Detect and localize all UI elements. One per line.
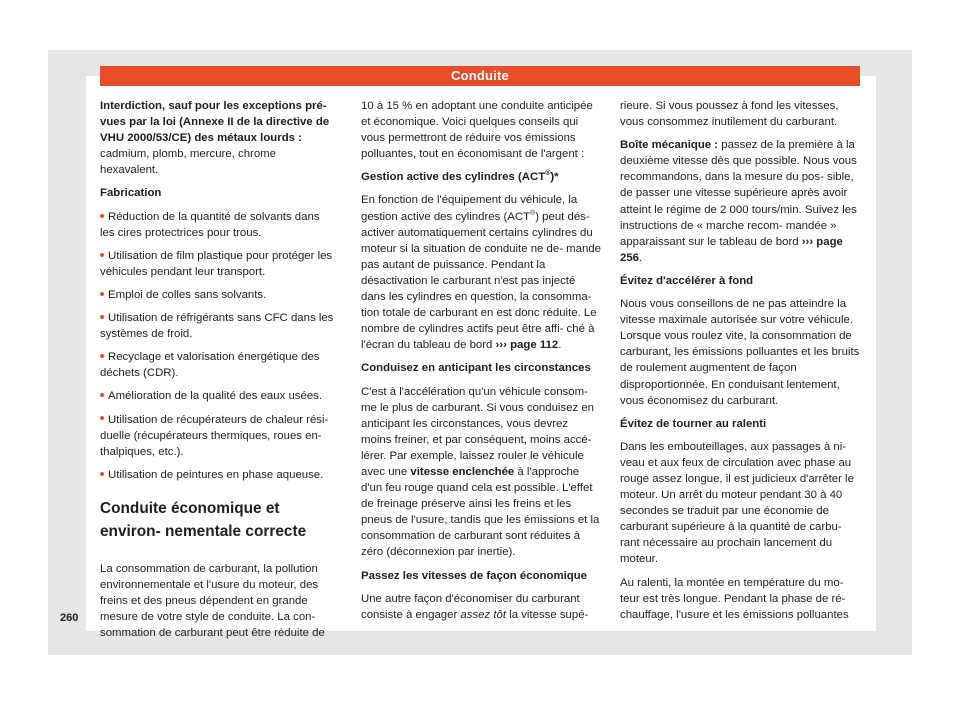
registered-mark: ® (530, 209, 536, 217)
column-3 (620, 98, 862, 623)
paragraph-full-throttle: Nous vous conseillons de ne pas atteindre la vitesse maximale autorisée sur votre véhicule. Lorsque vous roulez vite, la consommation de carburant, les émissions polluantes et les bruits de roulement augmentent de façon disproportionnée. En conduisant lentement, vous économisez du carburant. (620, 298, 860, 407)
page-reference-link[interactable]: ››› page 112 (495, 339, 559, 352)
list-item-text: Utilisation de réfrigérants sans CFC dans les systèmes de froid. (100, 312, 334, 341)
heading-idling: Évitez de tourner au ralenti (620, 417, 767, 430)
paragraph-manual-gearbox (620, 137, 862, 266)
list-item-text: Réduction de la quantité de solvants dans les cires protectrices pour trous. (100, 210, 320, 239)
heavy-metals-text: cadmium, plomb, mercure, chrome hexavalent. (100, 148, 276, 177)
bullet-icon (100, 416, 104, 420)
registered-mark: ® (545, 170, 551, 178)
bullet-icon (100, 253, 104, 257)
list-item-text: Emploi de colles sans solvants. (108, 288, 267, 301)
bullet-icon (100, 214, 104, 218)
paragraph-warmup: Au ralenti, la montée en température du mo- teur est très longue. Pendant la phase de ré- chauffage, l'usure et les émissions polluantes (620, 576, 849, 621)
column-1 (100, 98, 336, 641)
manual-gearbox-label: Boîte mécanique : (620, 139, 719, 152)
page-reference-link[interactable]: ››› page 256 (620, 235, 843, 264)
heading-act-text: Gestion active des cylindres (ACT (361, 171, 546, 184)
paragraph-continued: 10 à 15 % en adoptant une conduite anticipée et économique. Voici quelques conseils qui vous permettront de réduire vos émissions polluantes, tout en économisant de l'argent : (361, 100, 593, 161)
act-text-b: ) peut dés- activer automatiquement certains cylindres du moteur si la situation de conduite ne de- mande pas autant de puissance. Pendant la désactivation le carburant n'est pas injecté dans les cylindres en question, la consomma- tion totale de carburant en est donc réduite. Le nombre de cylindres actifs peut être affi- ché à l'écran du tableau de bord (361, 210, 601, 352)
list-item-text: Amélioration de la qualité des eaux usées. (108, 390, 323, 403)
manual-gearbox-end: . (639, 251, 643, 264)
bullet-icon (100, 315, 104, 319)
paragraph-continued: rieure. Si vous poussez à fond les vitesses, vous consommez inutilement du carburant. (620, 100, 839, 129)
list-item-text: Utilisation de récupérateurs de chaleur rési- duelle (récupérateurs thermiques, roues en- thalpiques, etc.). (100, 413, 329, 458)
list-item-text: Recyclage et valorisation énergétique des déchets (CDR). (100, 351, 320, 380)
act-text-a: En fonction de l'équipement du véhicule, la gestion active des cylindres (ACT (361, 194, 578, 223)
heading-anticipation: Conduisez en anticipant les circonstances (361, 362, 591, 375)
heavy-metals-label: Interdiction, sauf pour les exceptions pré- vues par la loi (Annexe II de la directive de VHU 2000/53/CE) des métaux lourds : (100, 100, 330, 145)
anticip-text-a: C'est à l'accélération qu'un véhicule consom- me le plus de carburant. Si vous conduisez en anticipant les circonstances, vous devrez moins freiner, et par conséquent, moins accé- lérer. Par exemple, laissez rouler le véhicule avec une (361, 385, 595, 478)
paragraph-intro: La consommation de carburant, la pollution environnementale et l'usure du moteur, des freins et des pneus dépendent en grande mesure de votre style de conduite. La con- sommation de carburant peut être réduite de (100, 562, 325, 640)
anticip-text-b: à l'approche d'un feu rouge quand cela est possible. L'effet de freinage préserve ainsi les freins et les pneus de l'usure, tandis que les émissions et la consommation de carburant sont réduites à zéro (déconnexion par inertie). (361, 465, 600, 559)
bullet-icon (100, 354, 104, 358)
act-text-end: . (558, 339, 562, 352)
list-item (100, 248, 336, 280)
heading-act-end: )* (550, 171, 559, 184)
heading-act (361, 169, 601, 185)
section-title: Conduite économique et environ- nementale correcte (100, 499, 307, 540)
paragraph-anticipation (361, 384, 601, 561)
list-item (100, 209, 336, 241)
gear-text-b: la vitesse supé- (506, 608, 589, 621)
bullet-icon (100, 292, 104, 296)
list-item (100, 287, 336, 303)
list-item-text: Utilisation de film plastique pour protéger les véhicules pendant leur transport. (100, 249, 333, 278)
bullet-icon (100, 472, 104, 476)
list-item (100, 349, 336, 381)
list-item (100, 388, 336, 404)
gear-emphasis: assez tôt (460, 608, 507, 621)
page-number: 260 (60, 612, 79, 624)
heading-full-throttle: Évitez d'accélérer à fond (620, 274, 754, 287)
list-item (100, 412, 336, 460)
paragraph-idling: Dans les embouteillages, aux passages à ni- veau et aux feux de circulation avec phase au rouge assez longue, il est judicieux d'arrêter le moteur. Un arrêt du moteur pendant 30 à 40 secondes se traduit par une économie de carburant supérieure à la quantité de carbu- rant nécessaire au prochain lancement du moteur. (620, 440, 854, 566)
anticip-bold: vitesse enclenchée (410, 465, 515, 478)
list-item (100, 467, 336, 483)
heading-fabrication: Fabrication (100, 187, 162, 200)
manual-gearbox-text: passez de la première à la deuxième vitesse dès que possible. Nous vous recommandons, dans la mesure du pos- sible, de passer une vitesse supérieure après avoir atteint le régime de 2 000 tours/min. Suivez les instructions de « marche recom- mandée » apparaissant sur le tableau de bord (620, 139, 857, 248)
column-2 (361, 98, 601, 623)
gear-text-a: Une autre façon d'économiser du carburant consiste à engager (361, 592, 580, 621)
paragraph-gear-shift (361, 591, 601, 623)
paragraph-act (361, 192, 601, 353)
chapter-header: Conduite (100, 66, 860, 86)
list-item-text: Utilisation de peintures en phase aqueuse. (108, 468, 324, 481)
heading-gear-shift: Passez les vitesses de façon économique (361, 569, 588, 582)
bullet-icon (100, 393, 104, 397)
list-item (100, 310, 336, 342)
paragraph-heavy-metals (100, 98, 336, 178)
